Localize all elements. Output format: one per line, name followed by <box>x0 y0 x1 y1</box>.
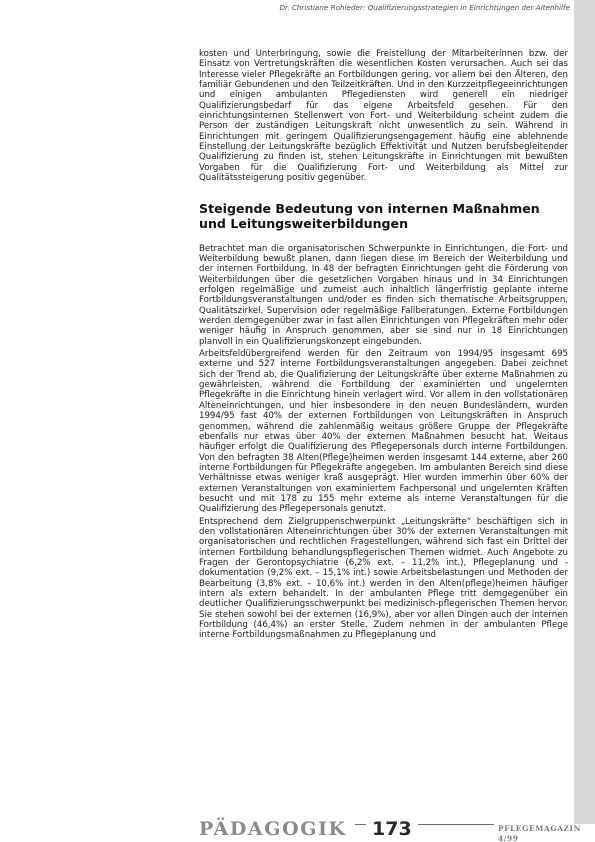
paragraph: kosten und Unterbringung, sowie die Freistellung der Mitarbeiterinnen bzw. der Einsatz von Vertretungskräften die wesentlichen Kosten verursachen. Auch sei das Interesse vieler Pflegekräfte an Fortbildungen gering, vor allem bei den Älteren, den familiär Gebundenen und den Teilzeitkräften. Und in den Kurzzeitpflegeeinrichtungen und einigen ambulanten Pflegediensten wird generell ein niedriger Qualifizierungsbedarf für das eigene Arbeitsfeld gesehen. Für den einrichtungsinternen Stellenwert von Fort- und Weiterbildung scheint zudem die Person der zuständigen Leitungskraft nicht unwesentlich zu sein. Während in Einrichtungen mit geringem Qualifizierungsengagement häufig eine ablehnende Einstellung der Leitungskräfte bezüglich Effektivität und Nutzen berufsbegleitender Qualifizierung zu finden ist, stehen Leitungskräfte in Einrichtungen mit bewußten Vorgaben für die Qualifizierung Fort- und Weiterbildung als Mittel zur Qualitätssteigerung positiv gegenüber. <box>199 49 568 184</box>
article-body <box>199 49 568 641</box>
left-margin <box>0 0 22 842</box>
paragraph: Entsprechend dem Zielgruppenschwerpunkt „Leitungskräfte“ beschäftigen sich in den vollstationären Alteneinrichtungen über 30% der externen Veranstaltungen mit organisatorischen und rechtlichen Fragestellungen, während sich fast ein Drittel der internen Fortbildung behandlungspflegerischen Themen widmet. Auch Angebote zu Fragen der Gerontopsychiatrie (6,2% ext. – 11,2% int.), Pflegeplanung und -dokumentation (9,2% ext. – 15,1% int.) sowie Arbeitsbelastungen und Methoden der Bearbeitung (3,8% ext. – 10,6% int.) werden in den Alten(pflege)heimen häufiger intern als extern behandelt. In der ambulanten Pflege tritt demgegenüber ein deutlicher Qualifizierungsschwerpunkt bei medizinisch-pflegerischen Themen hervor. Sie stehen sowohl bei der externen (16,9%), aber vor allen Dingen auch der internen Fortbildung (46,4%) an erster Stelle. Zudem nehmen in der ambulanten Pflege interne Fortbildungsmaßnahmen zu Pflegeplanung und <box>199 516 568 641</box>
section-heading: Steigende Bedeutung von internen Maßnahmen und Leitungsweiterbildungen <box>199 201 540 232</box>
footer-section-label: PÄDAGOGIK <box>199 818 355 840</box>
running-header: Dr. Christiane Rohleder: Qualifizierungsstrategien in Einrichtungen der Altenhilfe <box>279 3 570 12</box>
page-footer <box>0 818 595 842</box>
paragraph: Arbeitsfeldübergreifend werden für den Zeitraum von 1994/95 insgesamt 695 externe und 527 interne Fortbildungsveranstaltungen angegeben. Dabei zeichnet sich der Trend ab, die Qualifizierung der Leitungskräfte über externe Maßnahmen zu gewährleisten, während die Fortbildung der examinierten und ungelernten Pflegekräfte in die Einrichtung hinein verlagert wird. Vor allem in den vollstationären Alteneinrichtungen, und hier insbesondere in den neuen Bundesländern, wurden 1994/95 fast 40% der externen Fortbildungen von Leitungskräften in Anspruch genommen, während die zahlenmäßig weitaus größere Gruppe der Pflegekräfte ebenfalls nur etwas über 40% der externen Maßnahmen besucht hat. Weitaus häufiger erfolgt die Qualifizierung des Pflegepersonals durch interne Fortbildungen. Von den befragten 38 Alten(Pflege)heimen werden insgesamt 144 externe, aber 260 interne Fortbildungen für Pflegekräfte angegeben. Im ambulanten Bereich sind diese Verhältnisse etwas weniger kraß ausgeprägt. Hier wurden immerhin über 60% der externen Veranstaltungen von examiniertem Fachpersonal und ungelernten Kräften besucht und mit 178 zu 155 mehr externe als interne Veranstaltungen für die Qualifizierung des Pflegepersonals genutzt. <box>199 349 568 515</box>
footer-issue-label: PFLEGEMAGAZIN 4/99 <box>494 824 595 842</box>
right-gray-band <box>574 0 595 842</box>
page-number: 173 <box>366 818 418 840</box>
paragraph: Betrachtet man die organisatorischen Schwerpunkte in Einrichtungen, die Fort- und Weiterbildung bewußt planen, dann liegen diese im Bereich der Weiterbildung und der internen Fortbildung. In 48 der befragten Einrichtungen geht die Förderung von Weiterbildungen über die gesetzlichen Vorgaben hinaus und in 34 Einrichtungen erfolgen regelmäßige und zumeist auch inhaltlich längerfristig geplante interne Fortbildungsveranstaltungen und/oder es finden sich thematische Arbeitsgruppen, Qualitätszirkel, Supervision oder regelmäßige Fallberatungen. Externe Fortbildungen werden demgegenüber zwar in fast allen Einrichtungen von Pflegekräften mehr oder weniger häufig in Anspruch genommen, aber sie sind nur in 18 Einrichtungen planvoll in ein Qualifizierungskonzept eingebunden. <box>199 243 568 347</box>
